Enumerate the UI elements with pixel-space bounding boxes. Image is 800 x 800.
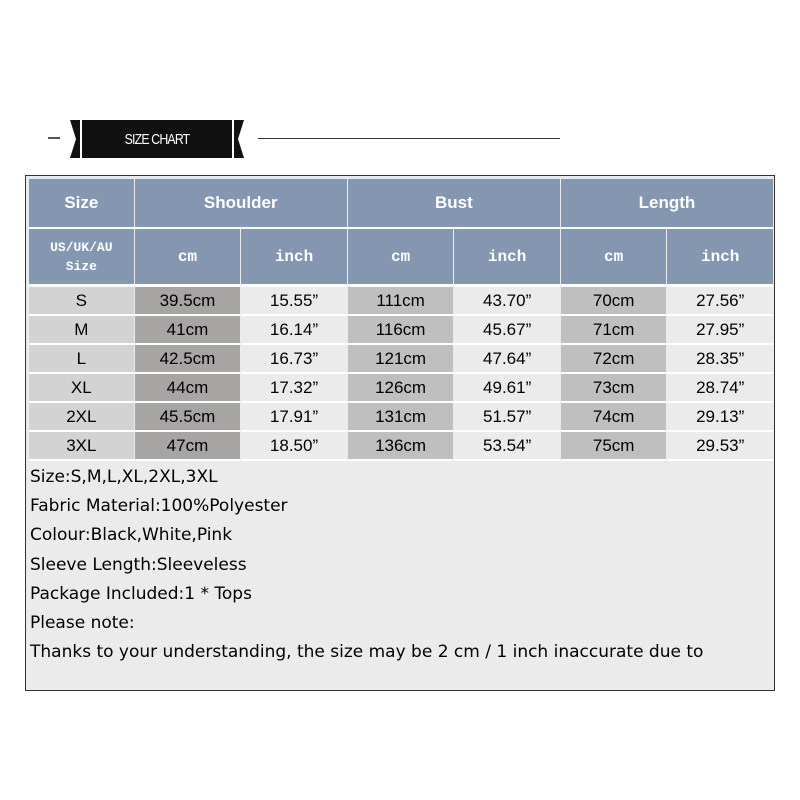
product-notes — [30, 463, 770, 667]
note-accuracy: Thanks to your understanding, the size may be 2 cm / 1 inch inaccurate due to — [30, 642, 704, 663]
cell-shoulder-inch: 15.55” — [241, 287, 347, 316]
banner-left-rule — [48, 137, 60, 139]
unit-header-row — [29, 229, 773, 287]
header-size-region — [29, 229, 134, 287]
header-size: Size — [29, 179, 134, 229]
cell-size: 2XL — [29, 403, 134, 432]
cell-size: 3XL — [29, 432, 134, 461]
cell-bust-inch: 43.70” — [454, 287, 560, 316]
cell-length-cm: 70cm — [561, 287, 666, 316]
cell-bust-cm: 116cm — [348, 316, 454, 345]
cell-length-cm: 74cm — [561, 403, 666, 432]
cell-bust-inch: 53.54” — [454, 432, 560, 461]
cell-bust-cm: 121cm — [348, 345, 454, 374]
cell-shoulder-cm: 45.5cm — [135, 403, 241, 432]
cell-shoulder-inch: 16.73” — [241, 345, 347, 374]
note-please-note: Please note: — [30, 613, 135, 634]
cell-size: S — [29, 287, 134, 316]
group-header-row — [29, 179, 773, 229]
cell-bust-inch: 49.61” — [454, 374, 560, 403]
cell-bust-inch: 51.57” — [454, 403, 560, 432]
cell-length-inch: 28.35” — [667, 345, 773, 374]
cell-shoulder-inch: 18.50” — [241, 432, 347, 461]
cell-shoulder-inch: 16.14” — [241, 316, 347, 345]
cell-length-cm: 71cm — [561, 316, 666, 345]
unit-length-inch: inch — [667, 229, 773, 287]
unit-bust-cm: cm — [348, 229, 454, 287]
cell-shoulder-cm: 47cm — [135, 432, 241, 461]
cell-bust-cm: 136cm — [348, 432, 454, 461]
cell-shoulder-cm: 42.5cm — [135, 345, 241, 374]
header-length: Length — [561, 179, 773, 229]
cell-bust-cm: 111cm — [348, 287, 454, 316]
cell-shoulder-inch: 17.32” — [241, 374, 347, 403]
unit-length-cm: cm — [561, 229, 666, 287]
table-row — [29, 374, 773, 403]
cell-shoulder-cm: 44cm — [135, 374, 241, 403]
header-shoulder: Shoulder — [135, 179, 347, 229]
cell-length-inch: 29.13” — [667, 403, 773, 432]
table-row — [29, 345, 773, 374]
cell-bust-inch: 45.67” — [454, 316, 560, 345]
unit-shoulder-cm: cm — [135, 229, 241, 287]
size-table — [28, 179, 774, 461]
size-label: Size — [65, 258, 97, 274]
note-sleeve: Sleeve Length:Sleeveless — [30, 554, 247, 575]
header-bust: Bust — [348, 179, 560, 229]
table-row — [29, 432, 773, 461]
table-row — [29, 287, 773, 316]
cell-length-cm: 75cm — [561, 432, 666, 461]
table-row — [29, 316, 773, 345]
cell-length-inch: 27.95” — [667, 316, 773, 345]
cell-size: XL — [29, 374, 134, 403]
cell-length-inch: 27.56” — [667, 287, 773, 316]
cell-bust-inch: 47.64” — [454, 345, 560, 374]
banner-right-rule — [258, 138, 560, 139]
size-chart-frame — [25, 175, 775, 691]
note-sizes: Size:S,M,L,XL,2XL,3XL — [30, 467, 218, 487]
cell-bust-cm: 131cm — [348, 403, 454, 432]
cell-length-cm: 72cm — [561, 345, 666, 374]
size-chart-banner — [70, 120, 244, 158]
cell-length-inch: 28.74” — [667, 374, 773, 403]
cell-bust-cm: 126cm — [348, 374, 454, 403]
cell-length-inch: 29.53” — [667, 432, 773, 461]
note-colour: Colour:Black,White,Pink — [30, 525, 233, 546]
cell-length-cm: 73cm — [561, 374, 666, 403]
size-region-label: US/UK/AU — [50, 239, 113, 255]
unit-shoulder-inch: inch — [241, 229, 347, 287]
cell-size: L — [29, 345, 134, 374]
note-fabric: Fabric Material:100%Polyester — [30, 496, 288, 517]
cell-shoulder-cm: 39.5cm — [135, 287, 241, 316]
cell-size: M — [29, 316, 134, 345]
note-package: Package Included:1 * Tops — [30, 583, 252, 604]
banner-title: SIZE CHART — [124, 130, 190, 148]
table-row — [29, 403, 773, 432]
cell-shoulder-cm: 41cm — [135, 316, 241, 345]
unit-bust-inch: inch — [454, 229, 560, 287]
cell-shoulder-inch: 17.91” — [241, 403, 347, 432]
